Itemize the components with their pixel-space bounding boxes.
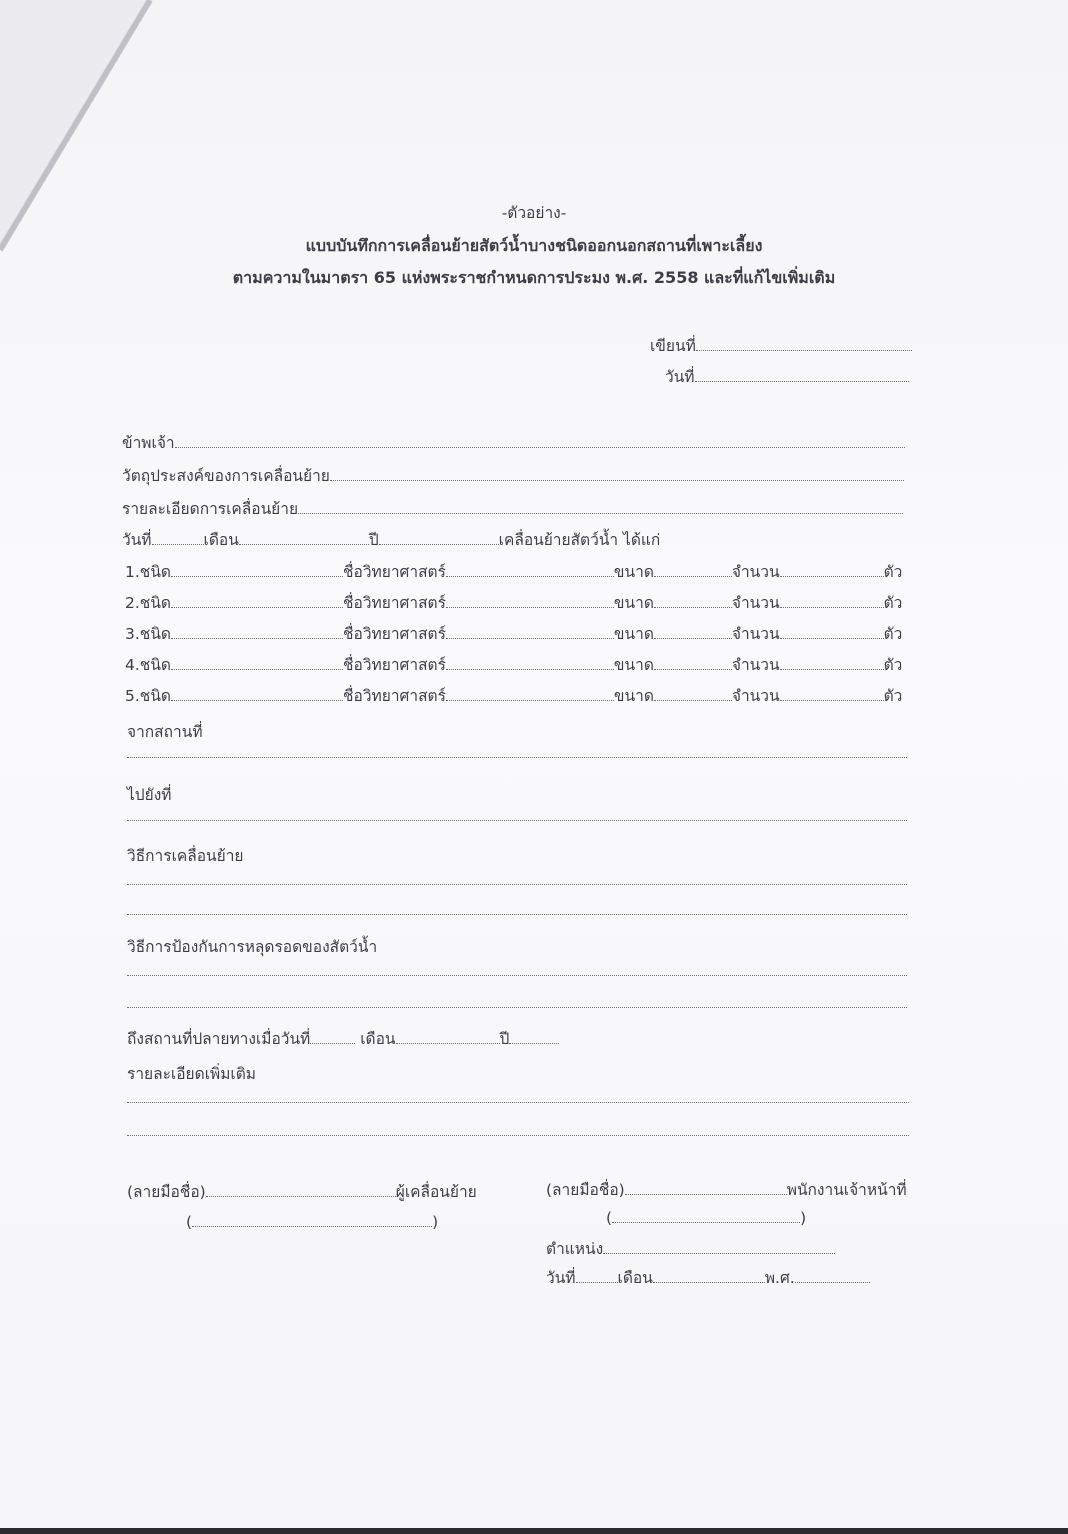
written-at-field bbox=[650, 336, 912, 356]
size-label: ขนาด bbox=[613, 594, 654, 612]
method-blank-2[interactable] bbox=[127, 900, 907, 915]
month-label: เดือน bbox=[203, 531, 239, 549]
form-subtitle: ตามความในมาตรา 65 แห่งพระราชกำหนดการประมง พ.ศ. 2558 และที่แก้ไขเพิ่มเติม bbox=[232, 268, 836, 287]
officer-open-paren: ( bbox=[606, 1209, 613, 1227]
officer-name-line bbox=[606, 1208, 806, 1228]
kind-label: ชนิด bbox=[139, 625, 171, 643]
details-blank[interactable] bbox=[298, 499, 903, 514]
officer-name-blank[interactable] bbox=[612, 1208, 800, 1223]
officer-month-label: เดือน bbox=[617, 1269, 653, 1287]
mover-label: ผู้เคลื่อนย้าย bbox=[395, 1183, 477, 1201]
more-label: รายละเอียดเพิ่มเติม bbox=[127, 1065, 257, 1083]
qty-blank[interactable] bbox=[780, 624, 884, 639]
kind-blank[interactable] bbox=[171, 624, 343, 639]
prevention-label: วิธีการป้องกันการหลุดรอดของสัตว์น้ำ bbox=[127, 938, 378, 956]
date-field bbox=[665, 367, 909, 387]
unit-label: ตัว bbox=[883, 625, 903, 643]
size-label: ขนาด bbox=[613, 656, 654, 674]
date-blank[interactable] bbox=[695, 367, 909, 382]
kind-blank[interactable] bbox=[171, 655, 343, 670]
size-blank[interactable] bbox=[654, 562, 732, 577]
officer-close-paren: ) bbox=[800, 1209, 807, 1227]
species-number: 5. bbox=[125, 687, 140, 705]
sci-name-blank[interactable] bbox=[446, 686, 614, 701]
size-label: ขนาด bbox=[613, 625, 654, 643]
kind-blank[interactable] bbox=[171, 593, 343, 608]
purpose-field bbox=[122, 466, 904, 486]
species-row bbox=[125, 593, 902, 613]
mover-signature bbox=[127, 1182, 477, 1202]
qty-label: จำนวน bbox=[731, 563, 780, 581]
to-blank[interactable] bbox=[127, 806, 907, 821]
mover-sign-label: (ลายมือชื่อ) bbox=[127, 1183, 206, 1201]
unit-label: ตัว bbox=[883, 594, 903, 612]
qty-blank[interactable] bbox=[780, 562, 884, 577]
from-blank-line bbox=[127, 743, 907, 763]
sci-name-label: ชื่อวิทยาศาสตร์ bbox=[342, 625, 446, 643]
qty-label: จำนวน bbox=[731, 594, 780, 612]
kind-blank[interactable] bbox=[171, 686, 343, 701]
move-date-line bbox=[122, 530, 660, 550]
prevention-blank-1[interactable] bbox=[127, 961, 907, 976]
species-row bbox=[125, 562, 902, 582]
arrival-year-blank[interactable] bbox=[509, 1029, 559, 1044]
species-number: 2. bbox=[125, 594, 140, 612]
more-blank-line-1 bbox=[127, 1088, 909, 1108]
day-blank[interactable] bbox=[152, 530, 204, 545]
from-label: จากสถานที่ bbox=[127, 723, 203, 741]
arrival-day-blank[interactable] bbox=[310, 1029, 355, 1044]
size-blank[interactable] bbox=[654, 593, 732, 608]
size-blank[interactable] bbox=[654, 655, 732, 670]
size-blank[interactable] bbox=[654, 686, 732, 701]
purpose-label: วัตถุประสงค์ของการเคลื่อนย้าย bbox=[122, 467, 330, 485]
more-blank-line-2 bbox=[127, 1121, 909, 1141]
species-number: 3. bbox=[125, 625, 140, 643]
species-row bbox=[125, 624, 902, 644]
qty-label: จำนวน bbox=[731, 625, 780, 643]
sci-name-blank[interactable] bbox=[446, 593, 614, 608]
day-label: วันที่ bbox=[122, 531, 152, 549]
officer-position-line bbox=[546, 1239, 835, 1259]
name-label: ข้าพเจ้า bbox=[122, 434, 175, 452]
species-number: 4. bbox=[125, 656, 140, 674]
mover-open-paren: ( bbox=[186, 1213, 193, 1231]
move-text: เคลื่อนย้ายสัตว์น้ำ ได้แก่ bbox=[498, 531, 661, 549]
officer-era-label: พ.ศ. bbox=[764, 1269, 795, 1287]
name-field bbox=[122, 433, 905, 453]
unit-label: ตัว bbox=[883, 687, 903, 705]
name-blank[interactable] bbox=[175, 433, 905, 448]
qty-label: จำนวน bbox=[731, 656, 780, 674]
to-label: ไปยังที่ bbox=[127, 786, 172, 804]
unit-label: ตัว bbox=[883, 656, 903, 674]
qty-blank[interactable] bbox=[780, 655, 884, 670]
species-row bbox=[125, 655, 902, 675]
month-blank[interactable] bbox=[239, 530, 369, 545]
size-label: ขนาด bbox=[613, 687, 654, 705]
details-label: รายละเอียดการเคลื่อนย้าย bbox=[122, 500, 299, 518]
size-label: ขนาด bbox=[613, 563, 654, 581]
to-blank-line bbox=[127, 806, 907, 826]
date-label: วันที่ bbox=[665, 368, 695, 386]
unit-label: ตัว bbox=[883, 563, 903, 581]
position-label: ตำแหน่ง bbox=[546, 1240, 604, 1258]
officer-day-label: วันที่ bbox=[546, 1269, 576, 1287]
qty-blank[interactable] bbox=[780, 593, 884, 608]
year-label: ปี bbox=[368, 531, 379, 549]
officer-sign-label: (ลายมือชื่อ) bbox=[546, 1181, 625, 1199]
mover-name-line bbox=[186, 1212, 438, 1232]
sci-name-label: ชื่อวิทยาศาสตร์ bbox=[342, 563, 446, 581]
prevention-blank-line-1 bbox=[127, 961, 907, 981]
arrival-label: ถึงสถานที่ปลายทางเมื่อวันที่ bbox=[127, 1030, 311, 1048]
qty-blank[interactable] bbox=[780, 686, 884, 701]
sci-name-blank[interactable] bbox=[446, 655, 614, 670]
sci-name-blank[interactable] bbox=[446, 624, 614, 639]
more-blank-1[interactable] bbox=[127, 1088, 909, 1103]
sample-label: -ตัวอย่าง- bbox=[501, 204, 567, 222]
prevention-blank-2[interactable] bbox=[127, 993, 907, 1008]
written-at-label: เขียนที่ bbox=[650, 337, 696, 355]
method-label: วิธีการเคลื่อนย้าย bbox=[127, 847, 244, 865]
mover-name-blank[interactable] bbox=[192, 1212, 432, 1227]
officer-sign-blank[interactable] bbox=[625, 1180, 787, 1195]
qty-label: จำนวน bbox=[731, 687, 780, 705]
kind-label: ชนิด bbox=[139, 563, 171, 581]
officer-day-blank[interactable] bbox=[576, 1268, 618, 1283]
arrival-line bbox=[127, 1029, 559, 1049]
sci-name-label: ชื่อวิทยาศาสตร์ bbox=[342, 656, 446, 674]
officer-label: พนักงานเจ้าหน้าที่ bbox=[786, 1181, 907, 1199]
purpose-blank[interactable] bbox=[330, 466, 904, 481]
sci-name-blank[interactable] bbox=[446, 562, 614, 577]
officer-date-line bbox=[546, 1268, 870, 1288]
kind-label: ชนิด bbox=[139, 594, 171, 612]
mover-close-paren: ) bbox=[432, 1213, 439, 1231]
method-blank-line-1 bbox=[127, 870, 907, 890]
scan-bottom-edge bbox=[0, 1528, 1068, 1534]
officer-signature bbox=[546, 1180, 907, 1200]
position-blank[interactable] bbox=[603, 1239, 835, 1254]
year-blank[interactable] bbox=[379, 530, 499, 545]
species-row bbox=[125, 686, 902, 706]
more-blank-2[interactable] bbox=[127, 1121, 909, 1136]
species-number: 1. bbox=[125, 563, 140, 581]
form-title: แบบบันทึกการเคลื่อนย้ายสัตว์น้ำบางชนิดออกนอกสถานที่เพาะเลี้ยง bbox=[305, 236, 763, 255]
arrival-month-label: เดือน bbox=[360, 1030, 396, 1048]
kind-blank[interactable] bbox=[171, 562, 343, 577]
sci-name-label: ชื่อวิทยาศาสตร์ bbox=[342, 687, 446, 705]
prevention-blank-line-2 bbox=[127, 993, 907, 1013]
method-blank-line-2 bbox=[127, 900, 907, 920]
arrival-month-blank[interactable] bbox=[396, 1029, 500, 1044]
kind-label: ชนิด bbox=[139, 687, 171, 705]
from-blank[interactable] bbox=[127, 743, 907, 758]
size-blank[interactable] bbox=[654, 624, 732, 639]
kind-label: ชนิด bbox=[139, 656, 171, 674]
method-blank-1[interactable] bbox=[127, 870, 907, 885]
sci-name-label: ชื่อวิทยาศาสตร์ bbox=[342, 594, 446, 612]
officer-month-blank[interactable] bbox=[653, 1268, 765, 1283]
written-at-blank[interactable] bbox=[696, 336, 912, 351]
mover-sign-blank[interactable] bbox=[206, 1182, 396, 1197]
arrival-year-label: ปี bbox=[499, 1030, 510, 1048]
officer-year-blank[interactable] bbox=[795, 1268, 870, 1283]
details-field bbox=[122, 499, 903, 519]
